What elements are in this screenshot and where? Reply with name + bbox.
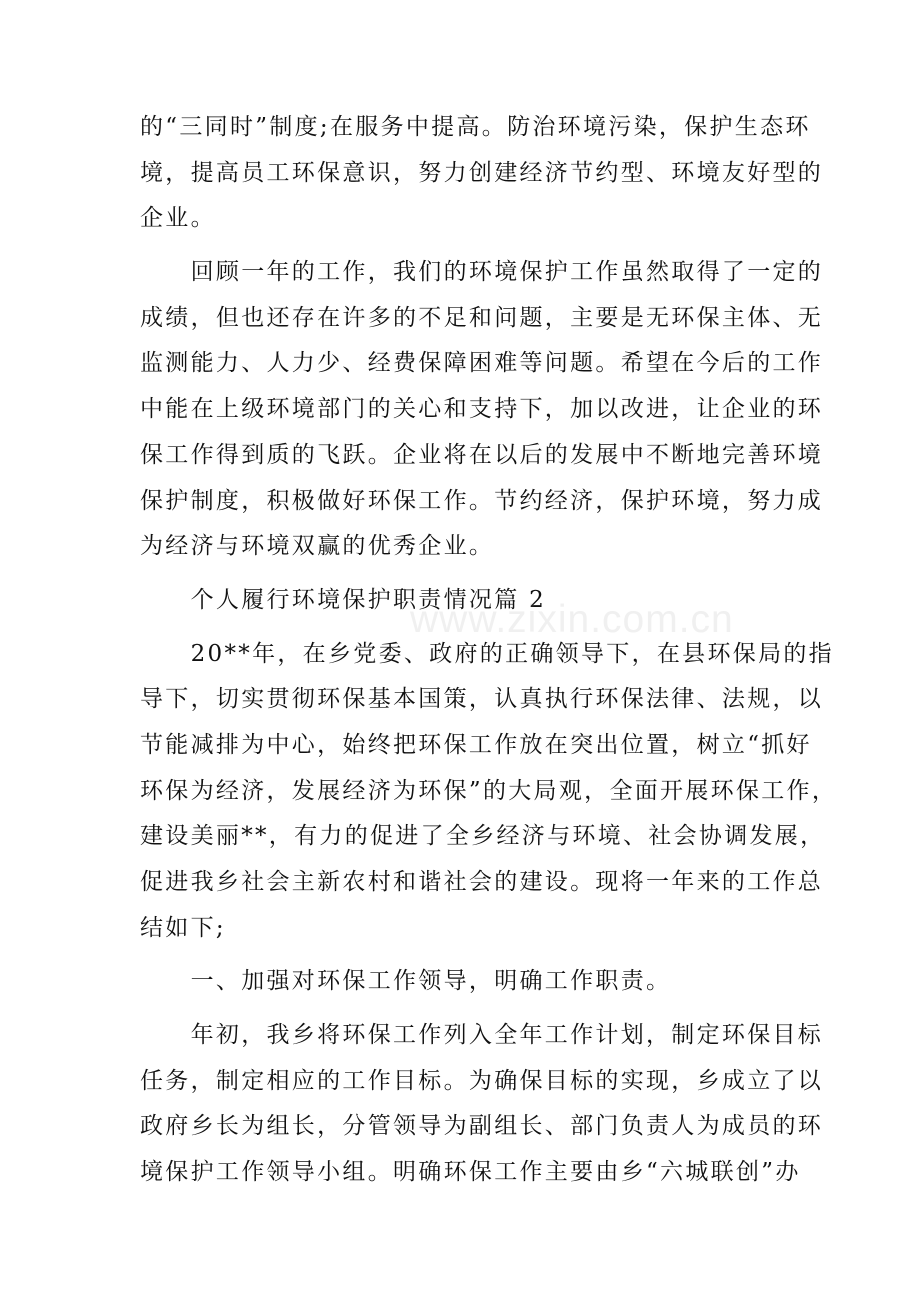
text-line: 的“三同时”制度;在服务中提高。防治环境污染，保护生态环: [140, 114, 811, 140]
text-line: 20**年，在乡党委、政府的正确领导下，在县环保局的指: [140, 640, 834, 667]
paragraph-gap: [140, 570, 790, 578]
text-line: 保护制度，积极做好环保工作。节约经济，保护环境，努力成: [140, 487, 824, 514]
text-line: 建设美丽**，有力的促进了全乡经济与环境、社会协调发展，: [140, 823, 826, 850]
text-line: 导下，切实贯彻环保基本国策，认真执行环保法律、法规，以: [140, 686, 824, 713]
paragraph-gap: [140, 1005, 790, 1013]
text-line: 年初，我乡将环保工作列入全年工作计划，制定环保目标: [140, 1022, 824, 1049]
paragraph-gap: [140, 242, 790, 250]
paragraph-gap: [140, 951, 790, 959]
text-line: 回顾一年的工作，我们的环境保护工作虽然取得了一定的: [140, 259, 824, 286]
text-line: 为经济与环境双赢的优秀企业。: [140, 533, 495, 560]
paragraph-gap: [140, 624, 790, 632]
watermark-logo: www.zixin.com.cn: [410, 598, 734, 641]
text-line: 境保护工作领导小组。明确环保工作主要由乡“六城联创”办: [140, 1159, 801, 1186]
text-line: 促进我乡社会主新农村和谐社会的建设。现将一年来的工作总: [140, 869, 824, 895]
text-line: 保工作得到质的飞跃。企业将在以后的发展中不断地完善环境: [140, 441, 824, 468]
text-line: 节能减排为中心，始终把环保工作放在突出位置，树立“抓好: [140, 731, 812, 758]
text-line: 成绩，但也还存在许多的不足和问题，主要是无环保主体、无: [140, 304, 824, 331]
text-line: 环保为经济，发展经济为环保”的大局观，全面开展环保工作，: [140, 777, 838, 804]
text-line: 结如下;: [140, 914, 226, 941]
section-heading: 一、加强对环保工作领导，明确工作职责。: [140, 968, 672, 995]
document-body: [140, 105, 838, 1196]
text-line: 企业。: [140, 205, 216, 232]
text-line: 政府乡长为组长，分管领导为副组长、部门负责人为成员的环: [140, 1113, 824, 1140]
text-line: 监测能力、人力少、经费保障困难等问题。希望在今后的工作: [140, 350, 824, 377]
section-heading: 个人履行环境保护职责情况篇 2: [140, 586, 547, 613]
text-line: 任务，制定相应的工作目标。为确保目标的实现，乡成立了以: [140, 1067, 824, 1094]
text-line: 境，提高员工环保意识，努力创建经济节约型、环境友好型的: [140, 159, 824, 186]
text-line: 中能在上级环境部门的关心和支持下，加以改进，让企业的环: [140, 396, 824, 423]
